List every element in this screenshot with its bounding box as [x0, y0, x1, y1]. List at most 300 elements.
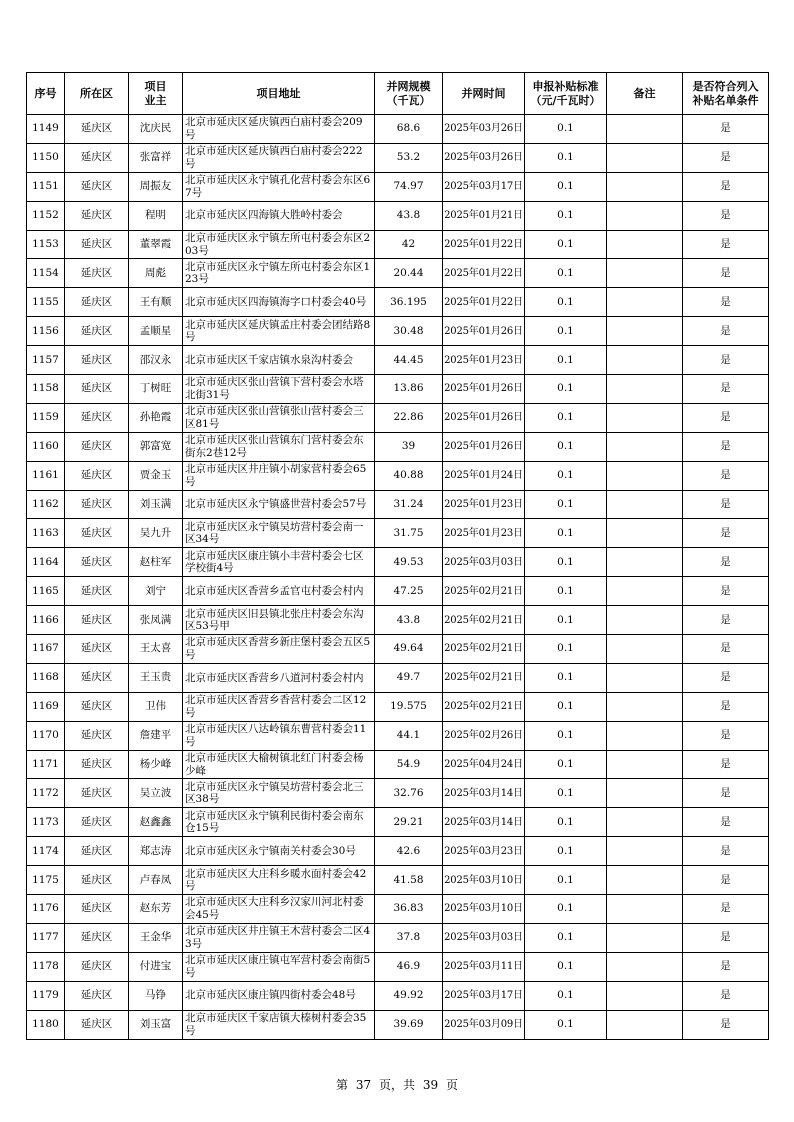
- table-row: [27, 403, 769, 432]
- cell-remark: [607, 606, 683, 635]
- cell-owner: 赵鑫鑫: [129, 808, 183, 837]
- cell-remark: [607, 548, 683, 577]
- cell-standard: 0.1: [525, 346, 607, 375]
- cell-remark: [607, 663, 683, 692]
- cell-district: 延庆区: [65, 721, 129, 750]
- cell-seq: 1175: [27, 866, 65, 895]
- cell-owner: 卢春凤: [129, 866, 183, 895]
- cell-eligible: 是: [683, 461, 769, 490]
- cell-scale: 31.75: [375, 519, 443, 548]
- cell-address: 北京市延庆区永宁镇盛世营村委会57号: [183, 490, 375, 519]
- cell-owner: 周彪: [129, 259, 183, 288]
- cell-address: 北京市延庆区千家店镇水泉沟村委会: [183, 346, 375, 375]
- cell-scale: 49.64: [375, 635, 443, 664]
- cell-time: 2025年01月26日: [443, 432, 525, 461]
- cell-remark: [607, 259, 683, 288]
- cell-seq: 1159: [27, 403, 65, 432]
- cell-seq: 1173: [27, 808, 65, 837]
- cell-address: 北京市延庆区永宁镇吴坊营村委会北三区38号: [183, 779, 375, 808]
- table-row: [27, 548, 769, 577]
- cell-scale: 68.6: [375, 115, 443, 144]
- table-row: [27, 808, 769, 837]
- cell-standard: 0.1: [525, 952, 607, 981]
- cell-remark: [607, 403, 683, 432]
- cell-address: 北京市延庆区井庄镇小胡家营村委会65号: [183, 461, 375, 490]
- cell-standard: 0.1: [525, 721, 607, 750]
- cell-seq: 1170: [27, 721, 65, 750]
- cell-time: 2025年01月22日: [443, 259, 525, 288]
- cell-standard: 0.1: [525, 692, 607, 721]
- cell-standard: 0.1: [525, 375, 607, 404]
- cell-eligible: 是: [683, 317, 769, 346]
- cell-time: 2025年02月21日: [443, 577, 525, 606]
- cell-time: 2025年03月03日: [443, 923, 525, 952]
- footer-prefix: 第: [336, 1078, 349, 1092]
- table-row: [27, 259, 769, 288]
- cell-district: 延庆区: [65, 577, 129, 606]
- cell-address: 北京市延庆区张山营镇下营村委会水塔北街31号: [183, 375, 375, 404]
- cell-time: 2025年02月21日: [443, 606, 525, 635]
- cell-eligible: 是: [683, 606, 769, 635]
- cell-time: 2025年01月21日: [443, 201, 525, 230]
- cell-eligible: 是: [683, 519, 769, 548]
- cell-seq: 1152: [27, 201, 65, 230]
- cell-remark: [607, 866, 683, 895]
- cell-standard: 0.1: [525, 548, 607, 577]
- cell-eligible: 是: [683, 721, 769, 750]
- cell-owner: 赵柱军: [129, 548, 183, 577]
- cell-scale: 30.48: [375, 317, 443, 346]
- total-page-number: 39: [422, 1078, 439, 1092]
- header-eligible: 是否符合列入 补贴名单条件: [683, 73, 769, 115]
- cell-district: 延庆区: [65, 1010, 129, 1039]
- cell-remark: [607, 230, 683, 259]
- cell-seq: 1153: [27, 230, 65, 259]
- cell-district: 延庆区: [65, 461, 129, 490]
- cell-remark: [607, 779, 683, 808]
- table-row: [27, 375, 769, 404]
- cell-scale: 54.9: [375, 750, 443, 779]
- cell-remark: [607, 317, 683, 346]
- cell-standard: 0.1: [525, 172, 607, 201]
- cell-owner: 吴立波: [129, 779, 183, 808]
- cell-district: 延庆区: [65, 230, 129, 259]
- cell-seq: 1150: [27, 143, 65, 172]
- cell-time: 2025年03月23日: [443, 837, 525, 866]
- cell-scale: 39: [375, 432, 443, 461]
- cell-standard: 0.1: [525, 519, 607, 548]
- cell-owner: 詹建平: [129, 721, 183, 750]
- cell-remark: [607, 519, 683, 548]
- cell-standard: 0.1: [525, 808, 607, 837]
- cell-district: 延庆区: [65, 346, 129, 375]
- cell-time: 2025年02月26日: [443, 721, 525, 750]
- cell-seq: 1156: [27, 317, 65, 346]
- cell-owner: 马铮: [129, 981, 183, 1010]
- cell-district: 延庆区: [65, 375, 129, 404]
- table-row: [27, 635, 769, 664]
- cell-standard: 0.1: [525, 490, 607, 519]
- cell-district: 延庆区: [65, 981, 129, 1010]
- cell-owner: 周振友: [129, 172, 183, 201]
- cell-district: 延庆区: [65, 635, 129, 664]
- cell-owner: 王金华: [129, 923, 183, 952]
- cell-scale: 47.25: [375, 577, 443, 606]
- cell-eligible: 是: [683, 143, 769, 172]
- cell-seq: 1165: [27, 577, 65, 606]
- cell-district: 延庆区: [65, 143, 129, 172]
- cell-remark: [607, 895, 683, 924]
- cell-time: 2025年03月10日: [443, 895, 525, 924]
- cell-time: 2025年03月26日: [443, 115, 525, 144]
- header-seq: 序号: [27, 73, 65, 115]
- cell-time: 2025年03月26日: [443, 143, 525, 172]
- table-row: [27, 923, 769, 952]
- cell-district: 延庆区: [65, 115, 129, 144]
- cell-address: 北京市延庆区张山营镇张山营村委会三区81号: [183, 403, 375, 432]
- cell-eligible: 是: [683, 923, 769, 952]
- table-row: [27, 230, 769, 259]
- cell-time: 2025年02月21日: [443, 692, 525, 721]
- cell-remark: [607, 692, 683, 721]
- cell-scale: 42.6: [375, 837, 443, 866]
- cell-district: 延庆区: [65, 201, 129, 230]
- table-row: [27, 201, 769, 230]
- cell-owner: 丁树旺: [129, 375, 183, 404]
- cell-scale: 49.92: [375, 981, 443, 1010]
- cell-seq: 1168: [27, 663, 65, 692]
- cell-district: 延庆区: [65, 692, 129, 721]
- cell-owner: 邵汉永: [129, 346, 183, 375]
- cell-seq: 1160: [27, 432, 65, 461]
- table-row: [27, 837, 769, 866]
- cell-time: 2025年01月23日: [443, 346, 525, 375]
- table-row: [27, 952, 769, 981]
- cell-eligible: 是: [683, 692, 769, 721]
- cell-seq: 1177: [27, 923, 65, 952]
- cell-time: 2025年03月03日: [443, 548, 525, 577]
- cell-district: 延庆区: [65, 808, 129, 837]
- cell-standard: 0.1: [525, 143, 607, 172]
- cell-eligible: 是: [683, 548, 769, 577]
- header-address: 项目地址: [183, 73, 375, 115]
- table-row: [27, 606, 769, 635]
- cell-eligible: 是: [683, 490, 769, 519]
- cell-seq: 1169: [27, 692, 65, 721]
- cell-eligible: 是: [683, 403, 769, 432]
- cell-standard: 0.1: [525, 403, 607, 432]
- cell-remark: [607, 577, 683, 606]
- cell-scale: 49.53: [375, 548, 443, 577]
- cell-scale: 53.2: [375, 143, 443, 172]
- cell-eligible: 是: [683, 895, 769, 924]
- current-page-number: 37: [355, 1078, 372, 1092]
- cell-seq: 1176: [27, 895, 65, 924]
- cell-time: 2025年04月24日: [443, 750, 525, 779]
- cell-time: 2025年03月14日: [443, 779, 525, 808]
- cell-address: 北京市延庆区八达岭镇东曹营村委会11号: [183, 721, 375, 750]
- cell-address: 北京市延庆区千家店镇大榛树村委会35号: [183, 1010, 375, 1039]
- cell-seq: 1154: [27, 259, 65, 288]
- table-row: [27, 577, 769, 606]
- cell-standard: 0.1: [525, 201, 607, 230]
- cell-remark: [607, 1010, 683, 1039]
- cell-eligible: 是: [683, 952, 769, 981]
- cell-seq: 1171: [27, 750, 65, 779]
- cell-owner: 王有顺: [129, 288, 183, 317]
- cell-standard: 0.1: [525, 635, 607, 664]
- cell-address: 北京市延庆区永宁镇南关村委会30号: [183, 837, 375, 866]
- cell-standard: 0.1: [525, 663, 607, 692]
- cell-district: 延庆区: [65, 519, 129, 548]
- cell-owner: 沈庆民: [129, 115, 183, 144]
- cell-scale: 74.97: [375, 172, 443, 201]
- cell-eligible: 是: [683, 172, 769, 201]
- table-row: [27, 461, 769, 490]
- cell-remark: [607, 490, 683, 519]
- cell-time: 2025年03月09日: [443, 1010, 525, 1039]
- cell-address: 北京市延庆区康庄镇屯军营村委会南街5号: [183, 952, 375, 981]
- cell-eligible: 是: [683, 1010, 769, 1039]
- header-time: 并网时间: [443, 73, 525, 115]
- cell-scale: 49.7: [375, 663, 443, 692]
- cell-time: 2025年01月22日: [443, 230, 525, 259]
- table-row: [27, 663, 769, 692]
- cell-remark: [607, 635, 683, 664]
- table-row: [27, 317, 769, 346]
- footer-middle: 页，共: [378, 1078, 415, 1092]
- cell-district: 延庆区: [65, 548, 129, 577]
- cell-scale: 32.76: [375, 779, 443, 808]
- cell-district: 延庆区: [65, 663, 129, 692]
- cell-eligible: 是: [683, 808, 769, 837]
- cell-remark: [607, 750, 683, 779]
- cell-address: 北京市延庆区永宁镇吴坊营村委会南一区34号: [183, 519, 375, 548]
- table-row: [27, 895, 769, 924]
- cell-standard: 0.1: [525, 779, 607, 808]
- cell-owner: 刘玉满: [129, 490, 183, 519]
- cell-scale: 13.86: [375, 375, 443, 404]
- header-owner: 项目 业主: [129, 73, 183, 115]
- cell-owner: 王太喜: [129, 635, 183, 664]
- header-remark: 备注: [607, 73, 683, 115]
- cell-district: 延庆区: [65, 866, 129, 895]
- cell-scale: 41.58: [375, 866, 443, 895]
- cell-owner: 程明: [129, 201, 183, 230]
- cell-address: 北京市延庆区延庆镇西白庙村委会222号: [183, 143, 375, 172]
- cell-standard: 0.1: [525, 259, 607, 288]
- cell-remark: [607, 461, 683, 490]
- cell-eligible: 是: [683, 230, 769, 259]
- cell-owner: 郭富宽: [129, 432, 183, 461]
- cell-owner: 王玉贵: [129, 663, 183, 692]
- cell-address: 北京市延庆区康庄镇小丰营村委会七区学校街4号: [183, 548, 375, 577]
- cell-district: 延庆区: [65, 317, 129, 346]
- cell-address: 北京市延庆区井庄镇王木营村委会二区43号: [183, 923, 375, 952]
- cell-seq: 1180: [27, 1010, 65, 1039]
- cell-scale: 22.86: [375, 403, 443, 432]
- cell-eligible: 是: [683, 779, 769, 808]
- cell-eligible: 是: [683, 981, 769, 1010]
- cell-owner: 郑志涛: [129, 837, 183, 866]
- cell-standard: 0.1: [525, 577, 607, 606]
- cell-district: 延庆区: [65, 750, 129, 779]
- cell-seq: 1172: [27, 779, 65, 808]
- cell-address: 北京市延庆区康庄镇四街村委会48号: [183, 981, 375, 1010]
- cell-remark: [607, 288, 683, 317]
- cell-district: 延庆区: [65, 837, 129, 866]
- cell-standard: 0.1: [525, 115, 607, 144]
- page-footer: [0, 1076, 794, 1093]
- cell-address: 北京市延庆区大庄科乡暖水面村委会42号: [183, 866, 375, 895]
- cell-time: 2025年02月21日: [443, 635, 525, 664]
- cell-standard: 0.1: [525, 461, 607, 490]
- cell-district: 延庆区: [65, 606, 129, 635]
- table-row: [27, 519, 769, 548]
- cell-remark: [607, 172, 683, 201]
- cell-standard: 0.1: [525, 288, 607, 317]
- cell-scale: 40.88: [375, 461, 443, 490]
- table-row: [27, 115, 769, 144]
- cell-district: 延庆区: [65, 923, 129, 952]
- cell-address: 北京市延庆区大榆树镇北红门村委会杨少峰: [183, 750, 375, 779]
- cell-eligible: 是: [683, 577, 769, 606]
- table-row: [27, 692, 769, 721]
- cell-seq: 1162: [27, 490, 65, 519]
- cell-scale: 44.45: [375, 346, 443, 375]
- cell-time: 2025年03月10日: [443, 866, 525, 895]
- cell-eligible: 是: [683, 663, 769, 692]
- cell-address: 北京市延庆区永宁镇孔化营村委会东区67号: [183, 172, 375, 201]
- cell-remark: [607, 432, 683, 461]
- cell-seq: 1163: [27, 519, 65, 548]
- cell-remark: [607, 981, 683, 1010]
- cell-address: 北京市延庆区香营乡八道河村委会村内: [183, 663, 375, 692]
- cell-seq: 1157: [27, 346, 65, 375]
- cell-time: 2025年01月26日: [443, 317, 525, 346]
- cell-seq: 1151: [27, 172, 65, 201]
- cell-owner: 孙艳霞: [129, 403, 183, 432]
- cell-address: 北京市延庆区永宁镇左所屯村委会东区123号: [183, 259, 375, 288]
- cell-eligible: 是: [683, 750, 769, 779]
- cell-scale: 43.8: [375, 606, 443, 635]
- cell-owner: 董翠霞: [129, 230, 183, 259]
- cell-seq: 1174: [27, 837, 65, 866]
- cell-owner: 张富祥: [129, 143, 183, 172]
- cell-standard: 0.1: [525, 837, 607, 866]
- cell-standard: 0.1: [525, 981, 607, 1010]
- cell-district: 延庆区: [65, 952, 129, 981]
- cell-scale: 29.21: [375, 808, 443, 837]
- cell-standard: 0.1: [525, 606, 607, 635]
- cell-seq: 1164: [27, 548, 65, 577]
- cell-address: 北京市延庆区四海镇大胜岭村委会: [183, 201, 375, 230]
- table-row: [27, 866, 769, 895]
- cell-address: 北京市延庆区延庆镇西白庙村委会209号: [183, 115, 375, 144]
- cell-scale: 37.8: [375, 923, 443, 952]
- cell-remark: [607, 923, 683, 952]
- cell-standard: 0.1: [525, 923, 607, 952]
- cell-eligible: 是: [683, 635, 769, 664]
- cell-address: 北京市延庆区香营乡孟官屯村委会村内: [183, 577, 375, 606]
- cell-standard: 0.1: [525, 895, 607, 924]
- cell-remark: [607, 375, 683, 404]
- cell-owner: 赵东芳: [129, 895, 183, 924]
- cell-scale: 31.24: [375, 490, 443, 519]
- cell-address: 北京市延庆区香营乡新庄堡村委会五区5号: [183, 635, 375, 664]
- cell-seq: 1155: [27, 288, 65, 317]
- table-row: [27, 346, 769, 375]
- cell-district: 延庆区: [65, 172, 129, 201]
- table-row: [27, 981, 769, 1010]
- header-district: 所在区: [65, 73, 129, 115]
- table-row: [27, 288, 769, 317]
- cell-standard: 0.1: [525, 750, 607, 779]
- cell-eligible: 是: [683, 866, 769, 895]
- cell-district: 延庆区: [65, 895, 129, 924]
- cell-scale: 36.83: [375, 895, 443, 924]
- cell-time: 2025年01月26日: [443, 375, 525, 404]
- cell-eligible: 是: [683, 201, 769, 230]
- cell-remark: [607, 115, 683, 144]
- table-row: [27, 1010, 769, 1039]
- table-row: [27, 721, 769, 750]
- table-row: [27, 172, 769, 201]
- cell-remark: [607, 143, 683, 172]
- cell-seq: 1166: [27, 606, 65, 635]
- cell-seq: 1179: [27, 981, 65, 1010]
- cell-time: 2025年03月11日: [443, 952, 525, 981]
- cell-address: 北京市延庆区张山营镇东门营村委会东街东2巷12号: [183, 432, 375, 461]
- subsidy-list-table: [26, 72, 769, 1040]
- cell-district: 延庆区: [65, 432, 129, 461]
- cell-eligible: 是: [683, 432, 769, 461]
- table-row: [27, 143, 769, 172]
- cell-standard: 0.1: [525, 230, 607, 259]
- cell-scale: 44.1: [375, 721, 443, 750]
- cell-scale: 42: [375, 230, 443, 259]
- cell-address: 北京市延庆区延庆镇孟庄村委会团结路8号: [183, 317, 375, 346]
- cell-owner: 卫伟: [129, 692, 183, 721]
- cell-scale: 36.195: [375, 288, 443, 317]
- cell-eligible: 是: [683, 259, 769, 288]
- cell-address: 北京市延庆区永宁镇利民街村委会南东仓15号: [183, 808, 375, 837]
- cell-remark: [607, 721, 683, 750]
- table-row: [27, 432, 769, 461]
- cell-eligible: 是: [683, 115, 769, 144]
- cell-time: 2025年01月23日: [443, 519, 525, 548]
- cell-district: 延庆区: [65, 288, 129, 317]
- cell-owner: 孟顺星: [129, 317, 183, 346]
- cell-owner: 刘玉富: [129, 1010, 183, 1039]
- table-header-row: [27, 73, 769, 115]
- table-row: [27, 490, 769, 519]
- cell-scale: 43.8: [375, 201, 443, 230]
- cell-owner: 刘宁: [129, 577, 183, 606]
- cell-scale: 19.575: [375, 692, 443, 721]
- cell-time: 2025年01月23日: [443, 490, 525, 519]
- cell-seq: 1178: [27, 952, 65, 981]
- table-row: [27, 750, 769, 779]
- cell-remark: [607, 808, 683, 837]
- cell-seq: 1158: [27, 375, 65, 404]
- cell-eligible: 是: [683, 288, 769, 317]
- table-row: [27, 779, 769, 808]
- cell-address: 北京市延庆区旧县镇北张庄村委会东沟区53号甲: [183, 606, 375, 635]
- cell-remark: [607, 952, 683, 981]
- cell-address: 北京市延庆区永宁镇左所屯村委会东区203号: [183, 230, 375, 259]
- cell-seq: 1149: [27, 115, 65, 144]
